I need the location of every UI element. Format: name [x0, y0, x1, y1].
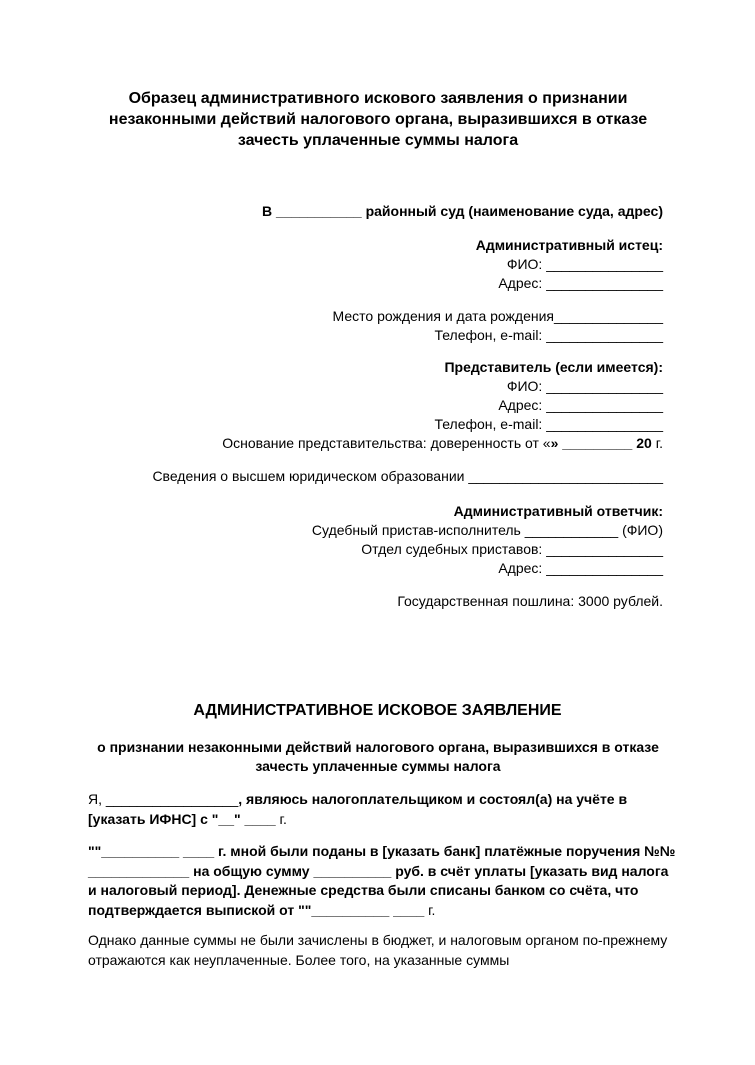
representative-block [222, 358, 663, 453]
basis-date: » _________ 20 [550, 435, 652, 451]
document-title [88, 88, 668, 151]
representative-phone: Телефон, e-mail: _______________ [434, 416, 663, 432]
basis-prefix: Основание представительства: доверенность от « [222, 435, 551, 451]
plaintiff-extra-block [333, 307, 663, 345]
representative-address: Адрес: _______________ [498, 397, 663, 413]
education-line: Сведения о высшем юридическом образовании _________________________ [152, 468, 663, 484]
basis-suffix: г. [651, 435, 663, 451]
state-fee: Государственная пошлина: 3000 рублей. [397, 593, 663, 609]
defendant-bailiff: Судебный пристав-исполнитель ____________ (ФИО) [311, 522, 663, 538]
plaintiff-phone: Телефон, e-mail: _______________ [434, 327, 663, 343]
plaintiff-block [476, 236, 663, 293]
paragraph-not-credited: Однако данные суммы не были зачислены в бюджет, и налоговым органом по-прежнему отражаются как неуплаченные. Более того, на указанные суммы [88, 932, 668, 968]
p1-bold: , являюсь налогоплательщиком и состоял(а) на учёте в [указать ИФНС] с "__" ____ [88, 791, 628, 827]
defendant-address: Адрес: _______________ [498, 560, 663, 576]
title-line: зачесть уплаченные суммы налога [237, 132, 519, 149]
claim-subtitle [88, 738, 668, 776]
title-line: Образец административного искового заявления о признании [128, 90, 628, 107]
court-line: В ___________ районный суд (наименование суда, адрес) [262, 203, 663, 219]
subtitle-line: зачесть уплаченные суммы налога [255, 758, 501, 774]
defendant-heading: Административный ответчик: [453, 503, 663, 519]
representative-fio: ФИО: _______________ [506, 378, 663, 394]
plaintiff-address: Адрес: _______________ [498, 275, 663, 291]
p2-end: г. [424, 901, 436, 918]
paragraph-payments [88, 842, 678, 920]
subtitle-line: о признании незаконными действий налогового органа, выразившихся в отказе [97, 739, 659, 755]
p1-blank: _________________ [105, 791, 239, 807]
representative-basis [222, 434, 663, 453]
plaintiff-fio: ФИО: _______________ [506, 256, 663, 272]
representative-heading: Представитель (если имеется): [444, 359, 663, 375]
paragraph-taxpayer [88, 790, 678, 829]
title-line: незаконными действий налогового органа, выразившихся в отказе [108, 111, 648, 128]
plaintiff-heading: Административный истец: [475, 237, 663, 253]
defendant-block [312, 502, 663, 578]
claim-title: АДМИНИСТРАТИВНОЕ ИСКОВОЕ ЗАЯВЛЕНИЕ [193, 702, 562, 719]
plaintiff-birth: Место рождения и дата рождения______________ [332, 308, 663, 324]
p1-start: Я, [88, 791, 106, 807]
p1-end: г. [275, 810, 287, 827]
p2-bold: ""__________ ____ г. мной были поданы в [указать банк] платёжные поручения №№ _____________ на общую сумму __________ руб. в счёт уплаты [указать вид налога и налоговый период]. Денежные средства были списаны банком со счёта, что подтверждается выпиской от ""__________ ____ [88, 843, 676, 918]
defendant-department: Отдел судебных приставов: _______________ [361, 541, 663, 557]
